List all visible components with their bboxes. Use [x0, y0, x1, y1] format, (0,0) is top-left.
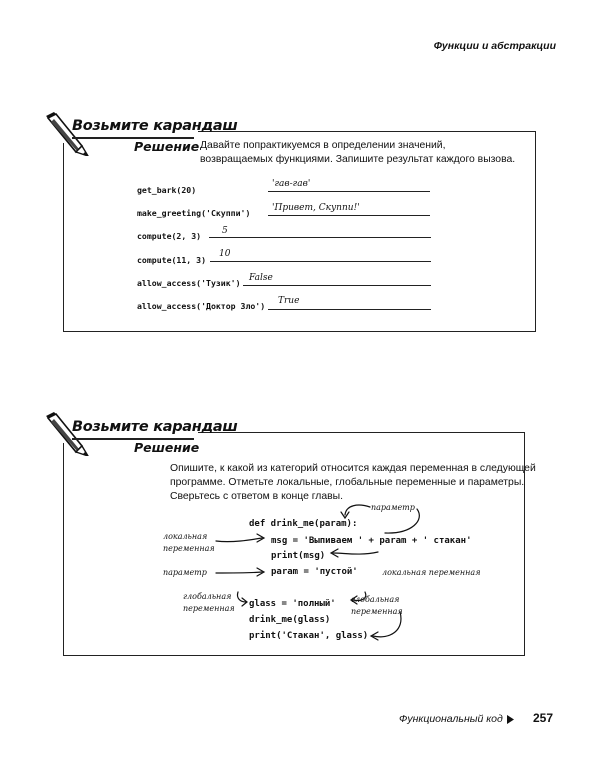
call-compute-2-3: compute(2, 3) — [137, 231, 202, 241]
code-line-param: param = 'пустой' — [271, 567, 358, 577]
annotation-local-right: локальная переменная — [382, 568, 481, 577]
exercise2-banner: Возьмите карандаш — [72, 419, 238, 435]
annotation-global-right: глобальная переменная — [351, 595, 403, 616]
exercise2-intro: Опишите, к какой из категорий относится каждая переменная в следующей программе. Отметьте локальные, глобальные переменные и параметры. Сверьтесь с ответом в конце главы. — [170, 463, 536, 502]
code-line-def: def drink_me(param): — [249, 519, 358, 529]
code-line-print-glass: print('Стакан', glass) — [249, 631, 369, 641]
exercise1-intro: Давайте попрактикуемся в определении значений, возвращаемых функциями. Запишите результат каждого вызова. — [200, 140, 516, 165]
triangle-right-icon — [507, 715, 514, 724]
answer-compute-11-3: 10 — [219, 249, 231, 259]
annotation-global-left: глобальная переменная — [183, 592, 235, 613]
call-allow-access-tuzik: allow_access('Тузик') — [137, 278, 241, 288]
running-header: Функции и абстракции — [433, 40, 556, 52]
answer-compute-2-3: 5 — [222, 226, 228, 236]
annotation-param-top: параметр — [371, 503, 415, 512]
footer-label: Функциональный код — [399, 713, 503, 725]
page-number: 257 — [533, 711, 554, 725]
annotation-local-left: локальная переменная — [163, 532, 215, 553]
answer-make-greeting: 'Привет, Скуппи!' — [272, 203, 360, 213]
call-get-bark: get_bark(20) — [137, 185, 197, 195]
answer-allow-access-dr-evil: True — [278, 296, 300, 306]
code-line-print-msg: print(msg) — [271, 551, 326, 561]
call-allow-access-dr-evil: allow_access('Доктор Зло') — [137, 301, 266, 311]
code-line-glass: glass = 'полный' — [249, 599, 336, 609]
answer-get-bark: 'гав-гав' — [272, 179, 311, 189]
code-line-msg: msg = 'Выпиваем ' + param + ' стакан' — [271, 536, 472, 546]
code-line-drink-me: drink_me(glass) — [249, 615, 331, 625]
answer-allow-access-tuzik: False — [249, 273, 273, 283]
exercise1-solution-label: Решение — [134, 139, 200, 154]
exercise1-banner: Возьмите карандаш — [72, 118, 238, 134]
call-make-greeting: make_greeting('Скуппи') — [137, 208, 251, 218]
annotation-param-left: параметр — [163, 568, 207, 577]
call-compute-11-3: compute(11, 3) — [137, 255, 207, 265]
exercise2-solution-label: Решение — [134, 440, 200, 455]
